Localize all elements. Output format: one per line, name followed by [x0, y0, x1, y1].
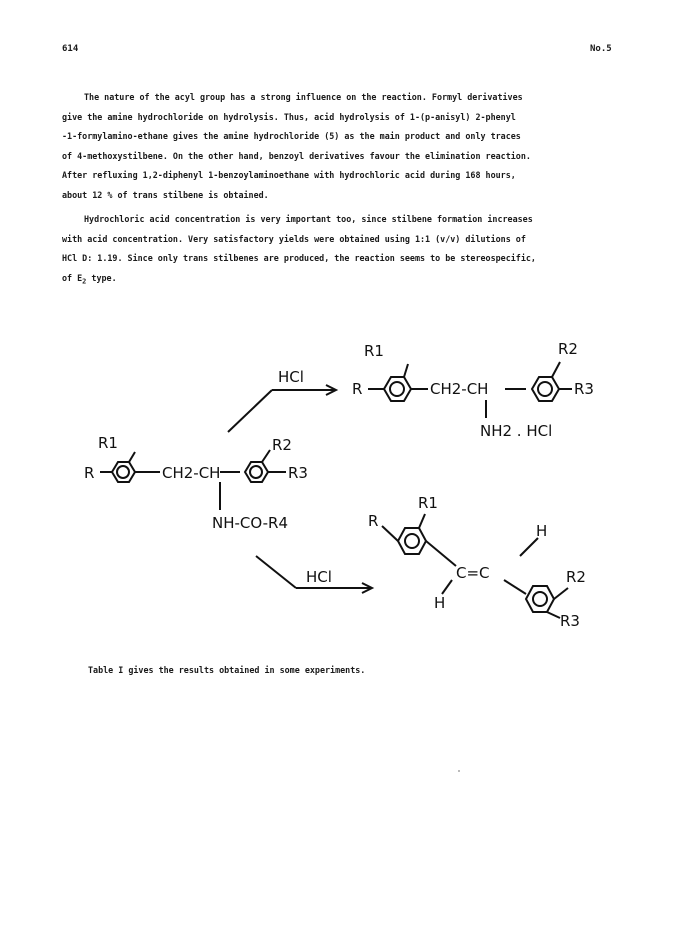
- chain-label: CH2-CH: [162, 464, 221, 482]
- amide-label: NH-CO-R4: [212, 514, 288, 532]
- text-line: with acid concentration. Very satisfactory yields were obtained using 1:1 (v/v) dilutions of: [62, 233, 526, 244]
- substituent-label: R2: [272, 436, 292, 454]
- text-line: -1-formylamino-ethane gives the amine hydrochloride (5) as the main product and only traces: [62, 131, 521, 141]
- table-caption: Table I gives the results obtained in some experiments.: [88, 665, 366, 675]
- double-bond-label: C=C: [456, 564, 490, 582]
- benzene-ring: [532, 377, 559, 401]
- substituent-label: R: [368, 512, 379, 530]
- text-line: give the amine hydrochloride on hydrolysis. Thus, acid hydrolysis of 1-(p-anisyl) 2-phenyl: [62, 111, 516, 122]
- substituent-label: R3: [560, 612, 580, 630]
- benzene-ring: [245, 462, 268, 482]
- paragraph-acid-concentration: [62, 210, 622, 292]
- scheme-bonds: [100, 362, 572, 618]
- text-line: [62, 269, 622, 292]
- hydrogen-label: H: [434, 594, 446, 612]
- reaction-scheme: [60, 328, 620, 638]
- page-number: 614: [62, 44, 79, 54]
- substituent-label: R1: [364, 342, 384, 360]
- benzene-ring: [526, 586, 554, 612]
- text-line: The nature of the acyl group has a strong influence on the reaction. Formyl derivatives: [84, 92, 523, 102]
- text-fragment: type.: [86, 272, 117, 283]
- substituent-label: R3: [288, 464, 308, 482]
- reagent-label: HCl: [306, 568, 332, 586]
- paragraph-acyl-influence: [62, 88, 622, 205]
- benzene-ring: [384, 377, 411, 401]
- hydrogen-label: H: [536, 522, 548, 540]
- scheme-labels: [84, 340, 594, 630]
- text-line: Hydrochloric acid concentration is very important too, since stilbene formation increases: [84, 214, 533, 224]
- substituent-label: R1: [418, 494, 438, 512]
- substituent-label: R: [84, 464, 95, 482]
- salt-label: NH2 . HCl: [480, 422, 553, 440]
- chain-label: CH2-CH: [430, 380, 489, 398]
- text-line: of 4-methoxystilbene. On the other hand, benzoyl derivatives favour the elimination reaction.: [62, 150, 531, 161]
- reagent-label: HCl: [278, 368, 304, 386]
- benzene-ring: [398, 528, 426, 554]
- scan-speck: [458, 770, 460, 772]
- substituent-label: R2: [566, 568, 586, 586]
- benzene-ring: [112, 462, 135, 482]
- issue-number: No.5: [590, 44, 612, 54]
- text-line: After refluxing 1,2-diphenyl 1-benzoylaminoethane with hydrochloric acid during 168 hours,: [62, 170, 516, 180]
- substituent-label: R1: [98, 434, 118, 452]
- substituent-label: R: [352, 380, 363, 398]
- substituent-label: R2: [558, 340, 578, 358]
- text-line: HCl D: 1.19. Since only trans stilbenes are produced, the reaction seems to be stereospecific,: [62, 253, 536, 263]
- subscript: 2: [82, 277, 87, 286]
- substituent-label: R3: [574, 380, 594, 398]
- text-line: about 12 % of trans stilbene is obtained.: [62, 189, 269, 200]
- text-fragment: of E: [62, 272, 83, 283]
